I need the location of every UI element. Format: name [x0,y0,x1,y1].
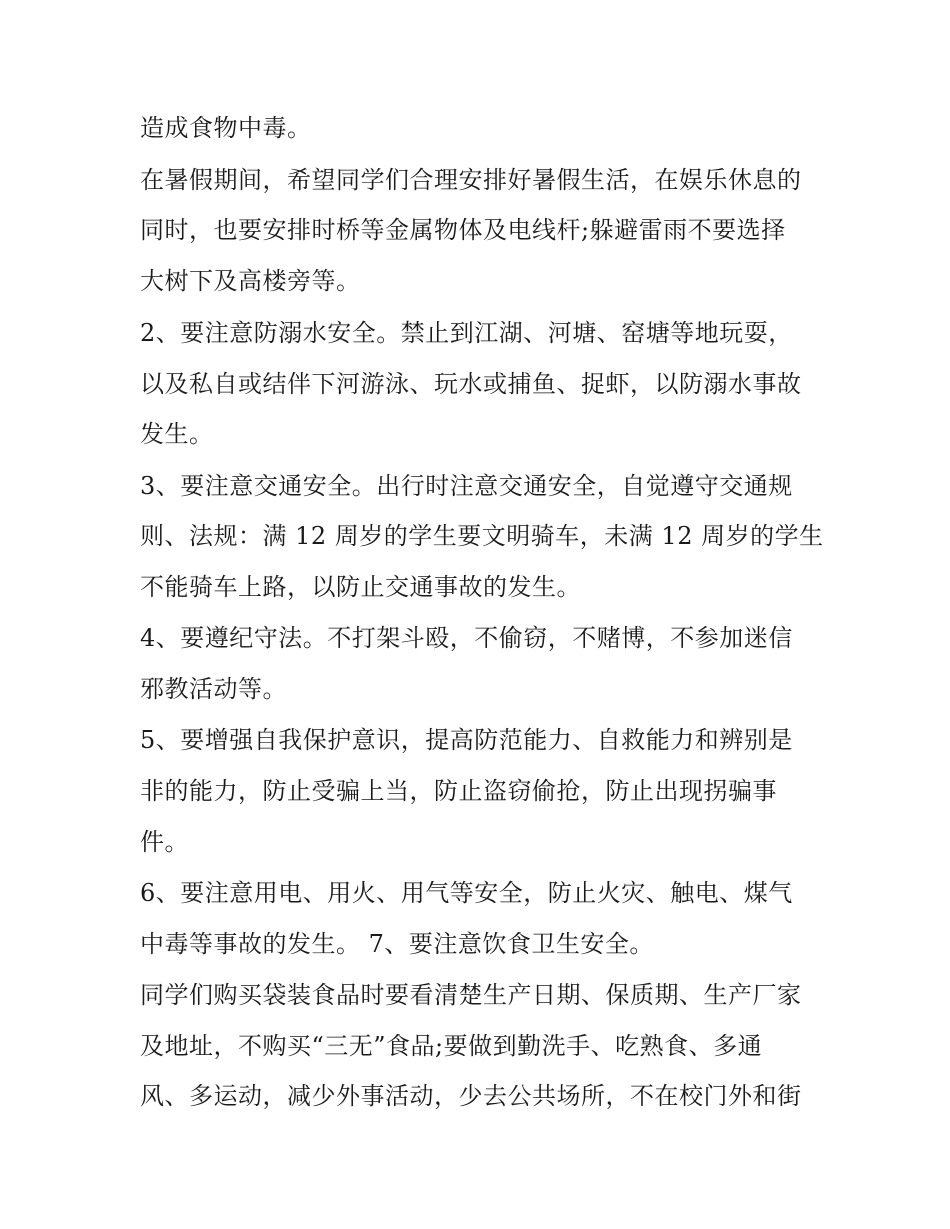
text-line: 造成食物中毒。 [140,114,312,142]
text-line: 非的能力，防止受骗上当，防止盗窃偷抢，防止出现拐骗事 [140,777,777,805]
text-line: 6、要注意用电、用火、用气等安全，防止火灾、触电、煤气 [140,879,793,907]
text-line: 以及私自或结伴下河游泳、玩水或捕鱼、捉虾，以防溺水事故 [140,370,802,398]
text-line: 在暑假期间，希望同学们合理安排好暑假生活，在娱乐休息的 [140,166,802,194]
text-line: 中毒等事故的发生。 7、要注意饮食卫生安全。 [140,930,654,958]
text-line: 4、要遵纪守法。不打架斗殴，不偷窃，不赌博，不参加迷信 [140,624,793,652]
text-line: 不能骑车上路，以防止交通事故的发生。 [140,573,581,601]
text-line: 件。 [140,828,189,856]
text-line: 邪教活动等。 [140,675,287,703]
text-line: 5、要增强自我保护意识，提高防范能力、自救能力和辨别是 [140,726,793,754]
text-line: 大树下及高楼旁等。 [140,267,361,295]
text-line: 3、要注意交通安全。出行时注意交通安全，自觉遵守交通规 [140,472,793,500]
text-line: 2、要注意防溺水安全。禁止到江湖、河塘、窑塘等地玩耍， [140,319,793,347]
text-line: 风、多运动，减少外事活动，少去公共场所，不在校门外和街 [140,1082,802,1110]
text-line: 发生。 [140,420,214,448]
text-line: 及地址，不购买“三无”食品;要做到勤洗手、吃熟食、多通 [140,1032,763,1060]
text-line: 同学们购买袋装食品时要看清楚生产日期、保质期、生产厂家 [140,981,802,1009]
text-line: 则、法规：满 12 周岁的学生要文明骑车，未满 12 周岁的学生 [140,522,824,550]
text-line: 同时，也要安排时桥等金属物体及电线杆;躲避雷雨不要选择 [140,216,786,244]
